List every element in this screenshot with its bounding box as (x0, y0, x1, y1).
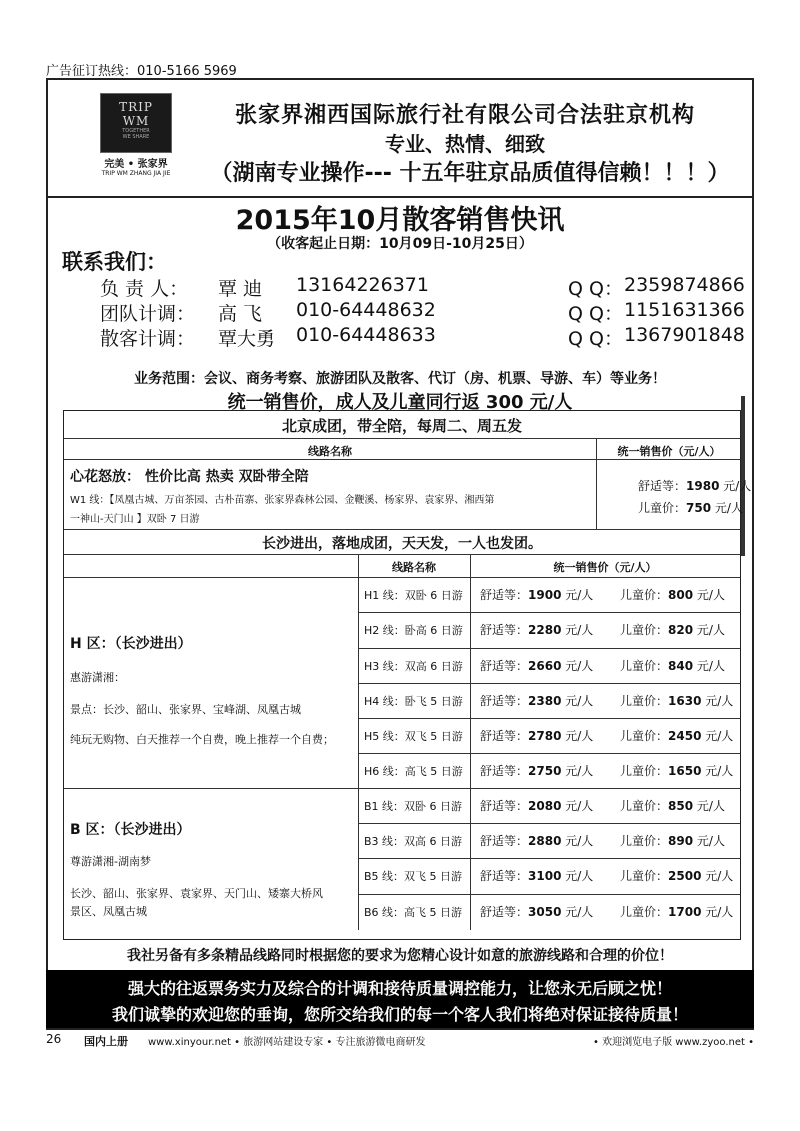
page-number: 26 (46, 1032, 62, 1046)
row-route: H3 线：双高 6 日游 (364, 660, 463, 673)
contact-role: 散客计调： (100, 328, 196, 350)
beijing-header: 北京成团，带全陪，每周二、周五发 (281, 417, 522, 435)
promo-banner (46, 970, 754, 1028)
custom-route-note: 我社另备有多条精品线路同时根据您的要求为您精心设计如意的旅游线路和合理的价位！ (127, 948, 673, 964)
qq-label: Q Q： (568, 303, 623, 325)
zone-h-note: 纯玩无购物、白天推荐一个自费，晚上推荐一个自费； (70, 733, 334, 746)
row-route: H1 线：双卧 6 日游 (364, 589, 463, 602)
contact-name: 高 飞 (218, 303, 263, 325)
row-adult-price: 舒适等：3050 元/人 (480, 905, 594, 919)
zone-h-spots: 景点：长沙、韶山、张家界、宝峰湖、凤凰古城 (70, 703, 301, 716)
contact-role: 负 责 人： (100, 278, 189, 300)
price-table (63, 410, 752, 940)
contact-qq: 2359874866 (624, 274, 745, 296)
contact-label: 联系我们： (62, 250, 167, 274)
row-route: H6 线：高飞 5 日游 (364, 765, 463, 778)
beijing-route-desc: W1 线：【凤凰古城、万亩茶园、古朴苗寨、张家界森林公园、金鞭溪、杨家界、袁家界、湘西第 (70, 495, 495, 506)
logo-line2: WM (122, 114, 150, 128)
changsha-col-price: 统一销售价（元/人） (553, 561, 657, 574)
company-tagline: （湖南专业操作--- 十五年驻京品质值得信赖！！！） (210, 161, 730, 186)
unified-price-note: 统一销售价，成人及儿童同行返 300 元/人 (227, 392, 573, 413)
contact-phone: 010-64448632 (296, 299, 436, 321)
logo-caption-en: TRIP WM ZHANG JIA JIE (101, 170, 171, 177)
row-adult-price: 舒适等：2780 元/人 (480, 729, 594, 743)
business-scope: 业务范围：会议、商务考察、旅游团队及散客、代订（房、机票、导游、车）等业务！ (134, 371, 666, 387)
footer-left-text: www.xinyour.net • 旅游网站建设专家 • 专注旅游微电商研发 (148, 1037, 426, 1048)
row-child-price: 儿童价：820 元/人 (620, 623, 725, 637)
row-adult-price: 舒适等：1900 元/人 (480, 588, 594, 602)
changsha-header: 长沙进出，落地成团，天天发，一人也发团。 (262, 536, 542, 552)
table-shadow (741, 396, 745, 556)
row-route: B5 线：双飞 5 日游 (364, 870, 463, 883)
row-route: H5 线：双飞 5 日游 (364, 730, 463, 743)
row-child-price: 儿童价：1700 元/人 (620, 905, 734, 919)
banner-line1: 强大的往返票务实力及综合的计调和接待质量调控能力，让您永无后顾之忧！ (127, 979, 672, 998)
contact-name: 覃大勇 (218, 328, 276, 350)
row-child-price: 儿童价：2450 元/人 (620, 729, 734, 743)
row-route: H2 线：卧高 6 日游 (364, 624, 463, 637)
beijing-col-price: 统一销售价（元/人） (617, 445, 721, 458)
zone-b-spots: 长沙、韶山、张家界、袁家界、天门山、矮寨大桥风 (70, 887, 323, 900)
row-adult-price: 舒适等：2880 元/人 (480, 834, 594, 848)
row-route: B3 线：双高 6 日游 (364, 835, 463, 848)
row-adult-price: 舒适等：3100 元/人 (480, 869, 594, 883)
zone-b-sub: 尊游潇湘-湖南梦 (70, 855, 151, 868)
zone-h-title: H 区：（长沙进出） (70, 636, 192, 652)
beijing-route-title: 心花怒放： 性价比高 热卖 双卧带全陪 (70, 469, 309, 485)
row-adult-price: 舒适等：2380 元/人 (480, 694, 594, 708)
qq-label: Q Q： (568, 328, 623, 350)
company-logo (100, 93, 172, 153)
row-route: B1 线：双卧 6 日游 (364, 800, 463, 813)
contact-qq: 1151631366 (624, 299, 745, 321)
row-child-price: 儿童价：850 元/人 (620, 799, 725, 813)
row-adult-price: 舒适等：2080 元/人 (480, 799, 594, 813)
zone-h-sub: 惠游潇湘： (70, 671, 125, 684)
beijing-route-desc: 一神山-天门山 】双卧 7 日游 (70, 514, 200, 525)
logo-caption: 完美 • 张家界 (104, 159, 168, 170)
page-footer (46, 1033, 754, 1049)
row-adult-price: 舒适等：2750 元/人 (480, 764, 594, 778)
changsha-col-route: 线路名称 (392, 561, 436, 574)
contact-name: 覃 迪 (218, 278, 263, 300)
logo-line3: TOGETHER (122, 128, 150, 134)
qq-label: Q Q： (568, 278, 623, 300)
zone-b-title: B 区：（长沙进出） (70, 822, 191, 838)
row-route: H4 线：卧飞 5 日游 (364, 695, 463, 708)
beijing-col-route: 线路名称 (308, 445, 352, 458)
row-child-price: 儿童价：2500 元/人 (620, 869, 734, 883)
contact-phone: 010-64448633 (296, 324, 436, 346)
company-name: 张家界湘西国际旅行社有限公司合法驻京机构 (234, 103, 695, 128)
row-child-price: 儿童价：840 元/人 (620, 659, 725, 673)
booking-dates: （收客起止日期：10月09日-10月25日） (267, 236, 533, 252)
contact-phone: 13164226371 (296, 274, 429, 296)
ad-hotline: 广告征订热线：010-5166 5969 (46, 64, 237, 79)
banner-line2: 我们诚挚的欢迎您的垂询，您所交给我们的每一个客人我们将绝对保证接待质量！ (111, 1005, 688, 1024)
footer-right-text: • 欢迎浏览电子版 www.zyoo.net • (593, 1037, 754, 1048)
company-slogan: 专业、热情、细致 (385, 132, 545, 156)
logo-line1: TRIP (119, 100, 153, 114)
section-name: 国内上册 (84, 1035, 128, 1048)
page-title: 2015年10月散客销售快讯 (235, 205, 565, 236)
row-route: B6 线：高飞 5 日游 (364, 906, 463, 919)
contact-role: 团队计调： (100, 303, 196, 325)
row-child-price: 儿童价：1650 元/人 (620, 764, 734, 778)
row-child-price: 儿童价：1630 元/人 (620, 694, 734, 708)
logo-line4: WE SHARE (122, 134, 150, 140)
row-adult-price: 舒适等：2660 元/人 (480, 659, 594, 673)
row-child-price: 儿童价：800 元/人 (620, 588, 725, 602)
zone-b-spots: 景区、凤凰古城 (70, 905, 147, 918)
contact-qq: 1367901848 (624, 324, 745, 346)
beijing-adult-price: 舒适等：1980 元/人 (638, 479, 752, 493)
row-adult-price: 舒适等：2280 元/人 (480, 623, 594, 637)
beijing-child-price: 儿童价：750 元/人 (638, 501, 743, 515)
row-child-price: 儿童价：890 元/人 (620, 834, 725, 848)
